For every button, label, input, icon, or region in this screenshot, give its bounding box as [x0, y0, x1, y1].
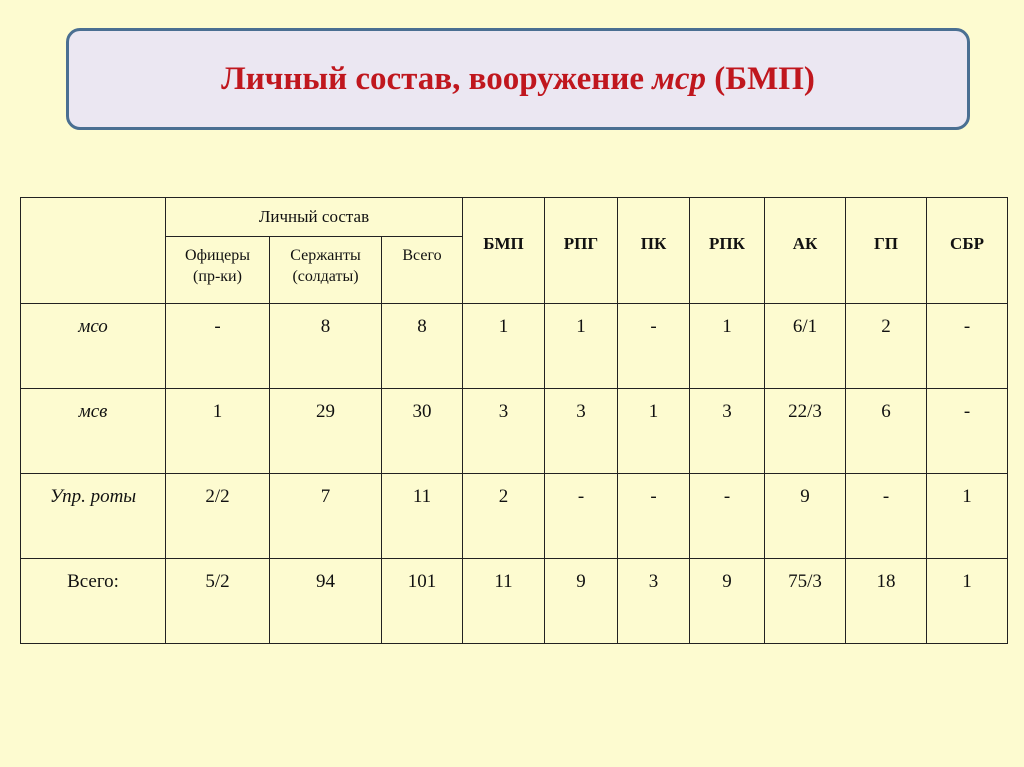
table-row-total [21, 559, 1008, 644]
header-rpk: РПК [690, 198, 765, 304]
table-cell: - [618, 304, 690, 389]
header-gp: ГП [846, 198, 927, 304]
subheader-officers-line1: Офицеры [185, 247, 250, 264]
title-italic: мср [652, 60, 707, 97]
table-cell: 1 [545, 304, 618, 389]
table-cell: 3 [618, 559, 690, 644]
subheader-sergeants-line1: Сержанты [290, 247, 361, 264]
table-cell: 1 [618, 389, 690, 474]
table-cell: 2 [846, 304, 927, 389]
table-cell: 1 [927, 559, 1008, 644]
table-cell: - [846, 474, 927, 559]
table-cell: 5/2 [166, 559, 270, 644]
table-cell: 3 [545, 389, 618, 474]
table-cell: 2 [463, 474, 545, 559]
subheader-officers [166, 237, 270, 304]
table-cell: 9 [545, 559, 618, 644]
table-cell: 8 [270, 304, 382, 389]
row-label: мсо [21, 304, 166, 389]
subheader-sergeants-line2: (солдаты) [292, 268, 359, 285]
table-cell: 1 [463, 304, 545, 389]
table-cell: - [166, 304, 270, 389]
personnel-armament-table [20, 197, 1008, 644]
table-cell: 6 [846, 389, 927, 474]
table-cell: 6/1 [765, 304, 846, 389]
table-cell: - [927, 389, 1008, 474]
table-cell: 94 [270, 559, 382, 644]
table-cell: 9 [765, 474, 846, 559]
title-prefix: Личный состав, вооружение [221, 60, 653, 97]
subheader-total-line1: Всего [402, 247, 442, 264]
table-cell: 11 [382, 474, 463, 559]
row-label: мсв [21, 389, 166, 474]
table-cell: 7 [270, 474, 382, 559]
table-cell: 1 [166, 389, 270, 474]
slide-title [221, 61, 815, 98]
corner-cell [21, 198, 166, 304]
table-cell: 29 [270, 389, 382, 474]
table-cell: 11 [463, 559, 545, 644]
table-cell: 8 [382, 304, 463, 389]
table-cell: 30 [382, 389, 463, 474]
table-cell: 9 [690, 559, 765, 644]
table-cell: 3 [690, 389, 765, 474]
subheader-officers-line2: (пр-ки) [193, 268, 242, 285]
title-suffix: (БМП) [706, 60, 815, 97]
header-bmp: БМП [463, 198, 545, 304]
row-label: Упр. роты [21, 474, 166, 559]
table-row [21, 304, 1008, 389]
table-cell: - [545, 474, 618, 559]
table-cell: - [690, 474, 765, 559]
row-label: Всего: [21, 559, 166, 644]
table-row [21, 389, 1008, 474]
table-cell: - [618, 474, 690, 559]
table-cell: - [927, 304, 1008, 389]
table-cell: 22/3 [765, 389, 846, 474]
table-cell: 75/3 [765, 559, 846, 644]
table-cell: 3 [463, 389, 545, 474]
header-sbr: СБР [927, 198, 1008, 304]
table-cell: 18 [846, 559, 927, 644]
table-cell: 1 [927, 474, 1008, 559]
table-cell: 2/2 [166, 474, 270, 559]
group-header-personnel: Личный состав [166, 198, 463, 237]
header-ak: АК [765, 198, 846, 304]
table-cell: 101 [382, 559, 463, 644]
subheader-total [382, 237, 463, 304]
table-row [21, 474, 1008, 559]
header-pk: ПК [618, 198, 690, 304]
subheader-sergeants [270, 237, 382, 304]
title-banner [66, 28, 970, 130]
table-cell: 1 [690, 304, 765, 389]
header-rpg: РПГ [545, 198, 618, 304]
